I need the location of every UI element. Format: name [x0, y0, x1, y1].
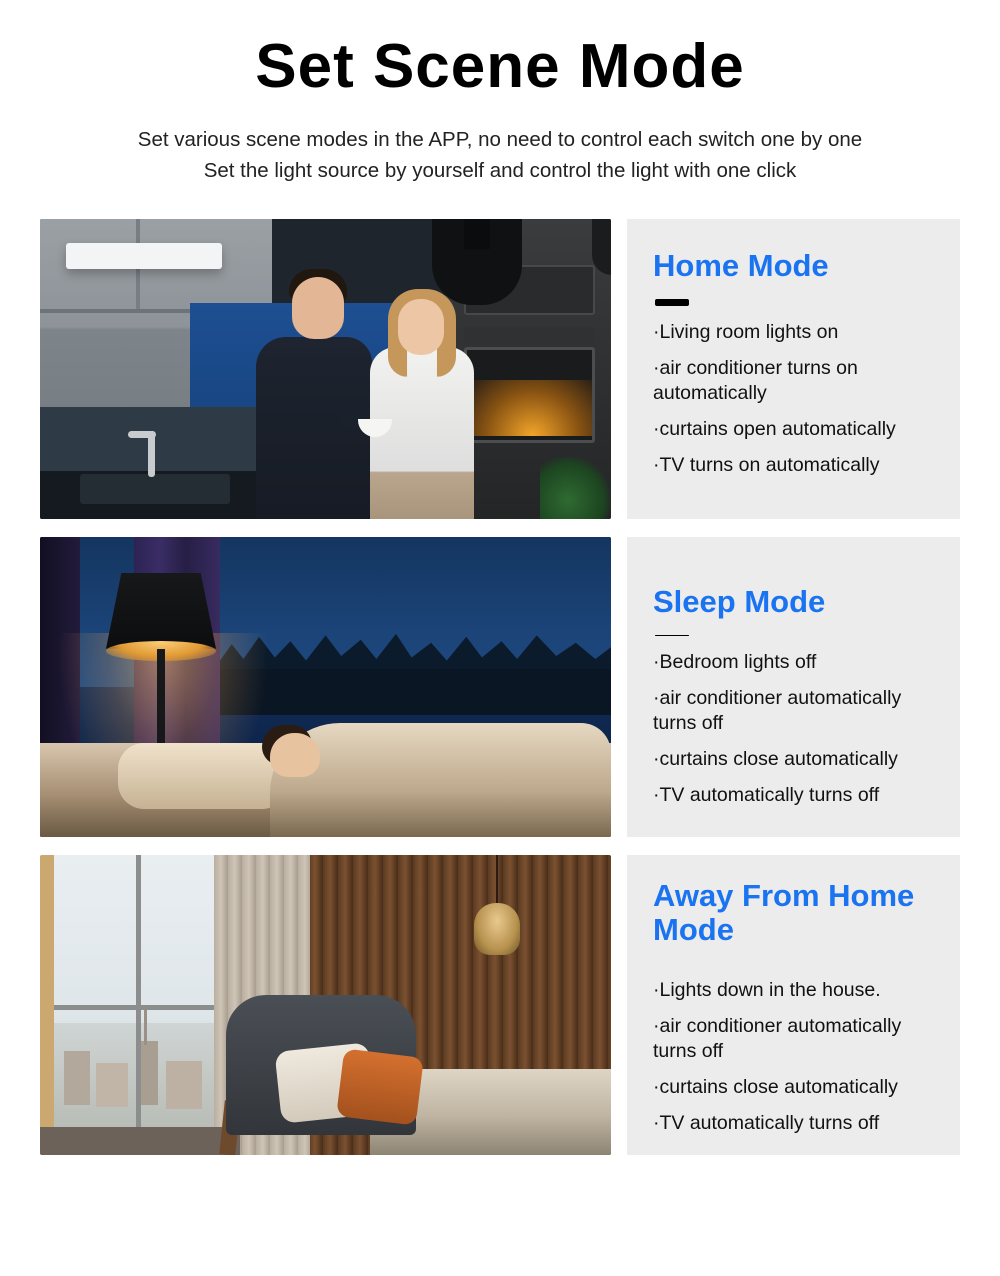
away-mode-feature-3: ·curtains close automatically [653, 1075, 898, 1098]
table-lamp-icon [106, 573, 216, 649]
page-subtitle [0, 125, 1000, 187]
sleep-mode-feature-1: ·Bedroom lights off [653, 650, 817, 673]
duvet [270, 723, 611, 837]
sleep-mode-info [627, 537, 960, 837]
woman-head [398, 299, 444, 355]
away-mode-info [627, 855, 960, 1155]
home-mode-info [627, 219, 960, 519]
window-frame-horizontal [54, 1005, 218, 1010]
mode-list [0, 219, 1000, 1155]
title-divider [655, 635, 689, 636]
home-mode-feature-3: ·curtains open automatically [653, 418, 896, 441]
subtitle-line-2: Set the light source by yourself and control the light with one click [203, 158, 797, 182]
kitchen-light-bar [66, 243, 222, 269]
mode-row-sleep [40, 537, 960, 837]
floor [40, 1127, 240, 1155]
plant-icon [540, 457, 610, 519]
sleep-mode-feature-4: ·TV automatically turns off [653, 783, 880, 806]
window-frame-vertical [136, 855, 141, 1127]
away-mode-feature-1: ·Lights down in the house. [653, 979, 881, 1002]
sleep-mode-feature-3: ·curtains close automatically [653, 747, 898, 770]
away-mode-feature-2: ·air conditioner automatically turns off [653, 1014, 902, 1062]
away-mode-image [40, 855, 611, 1155]
man-head [292, 277, 344, 339]
sleep-mode-image [40, 537, 611, 837]
home-mode-feature-1: ·Living room lights on [653, 321, 839, 344]
kitchen-sink [80, 474, 230, 504]
home-mode-title: Home Mode [653, 247, 829, 283]
range-hood-stem [464, 219, 490, 249]
dark-hills [210, 669, 611, 715]
oven-icon [464, 347, 595, 443]
pendant-lamp-icon [474, 903, 520, 955]
page-title: Set Scene Mode [255, 32, 745, 101]
city-building [166, 1061, 202, 1109]
sleep-mode-title: Sleep Mode [653, 583, 826, 619]
tower-spire [144, 1005, 147, 1045]
city-building [64, 1051, 90, 1105]
page-header [0, 0, 1000, 187]
mode-row-home [40, 219, 960, 519]
away-mode-title: Away From Home Mode [653, 877, 915, 948]
mode-row-away [40, 855, 960, 1155]
home-mode-feature-2: ·air conditioner turns on automatically [653, 357, 858, 405]
orange-cushion [336, 1048, 424, 1125]
sleeper-head [270, 733, 320, 777]
home-mode-feature-4: ·TV turns on automatically [653, 454, 880, 477]
pendant-lamp-icon [592, 219, 611, 275]
subtitle-line-1: Set various scene modes in the APP, no need to control each switch one by one [137, 128, 863, 152]
sleep-mode-feature-2: ·air conditioner automatically turns off [653, 686, 902, 734]
title-divider [655, 299, 689, 306]
kitchen-backsplash [40, 407, 272, 471]
away-mode-feature-4: ·TV automatically turns off [653, 1111, 880, 1134]
oven-glow [473, 380, 592, 436]
city-building [96, 1063, 128, 1107]
oven-panel [464, 327, 595, 343]
faucet-icon [148, 431, 155, 477]
pendant-cord [496, 855, 498, 907]
home-mode-image [40, 219, 611, 519]
